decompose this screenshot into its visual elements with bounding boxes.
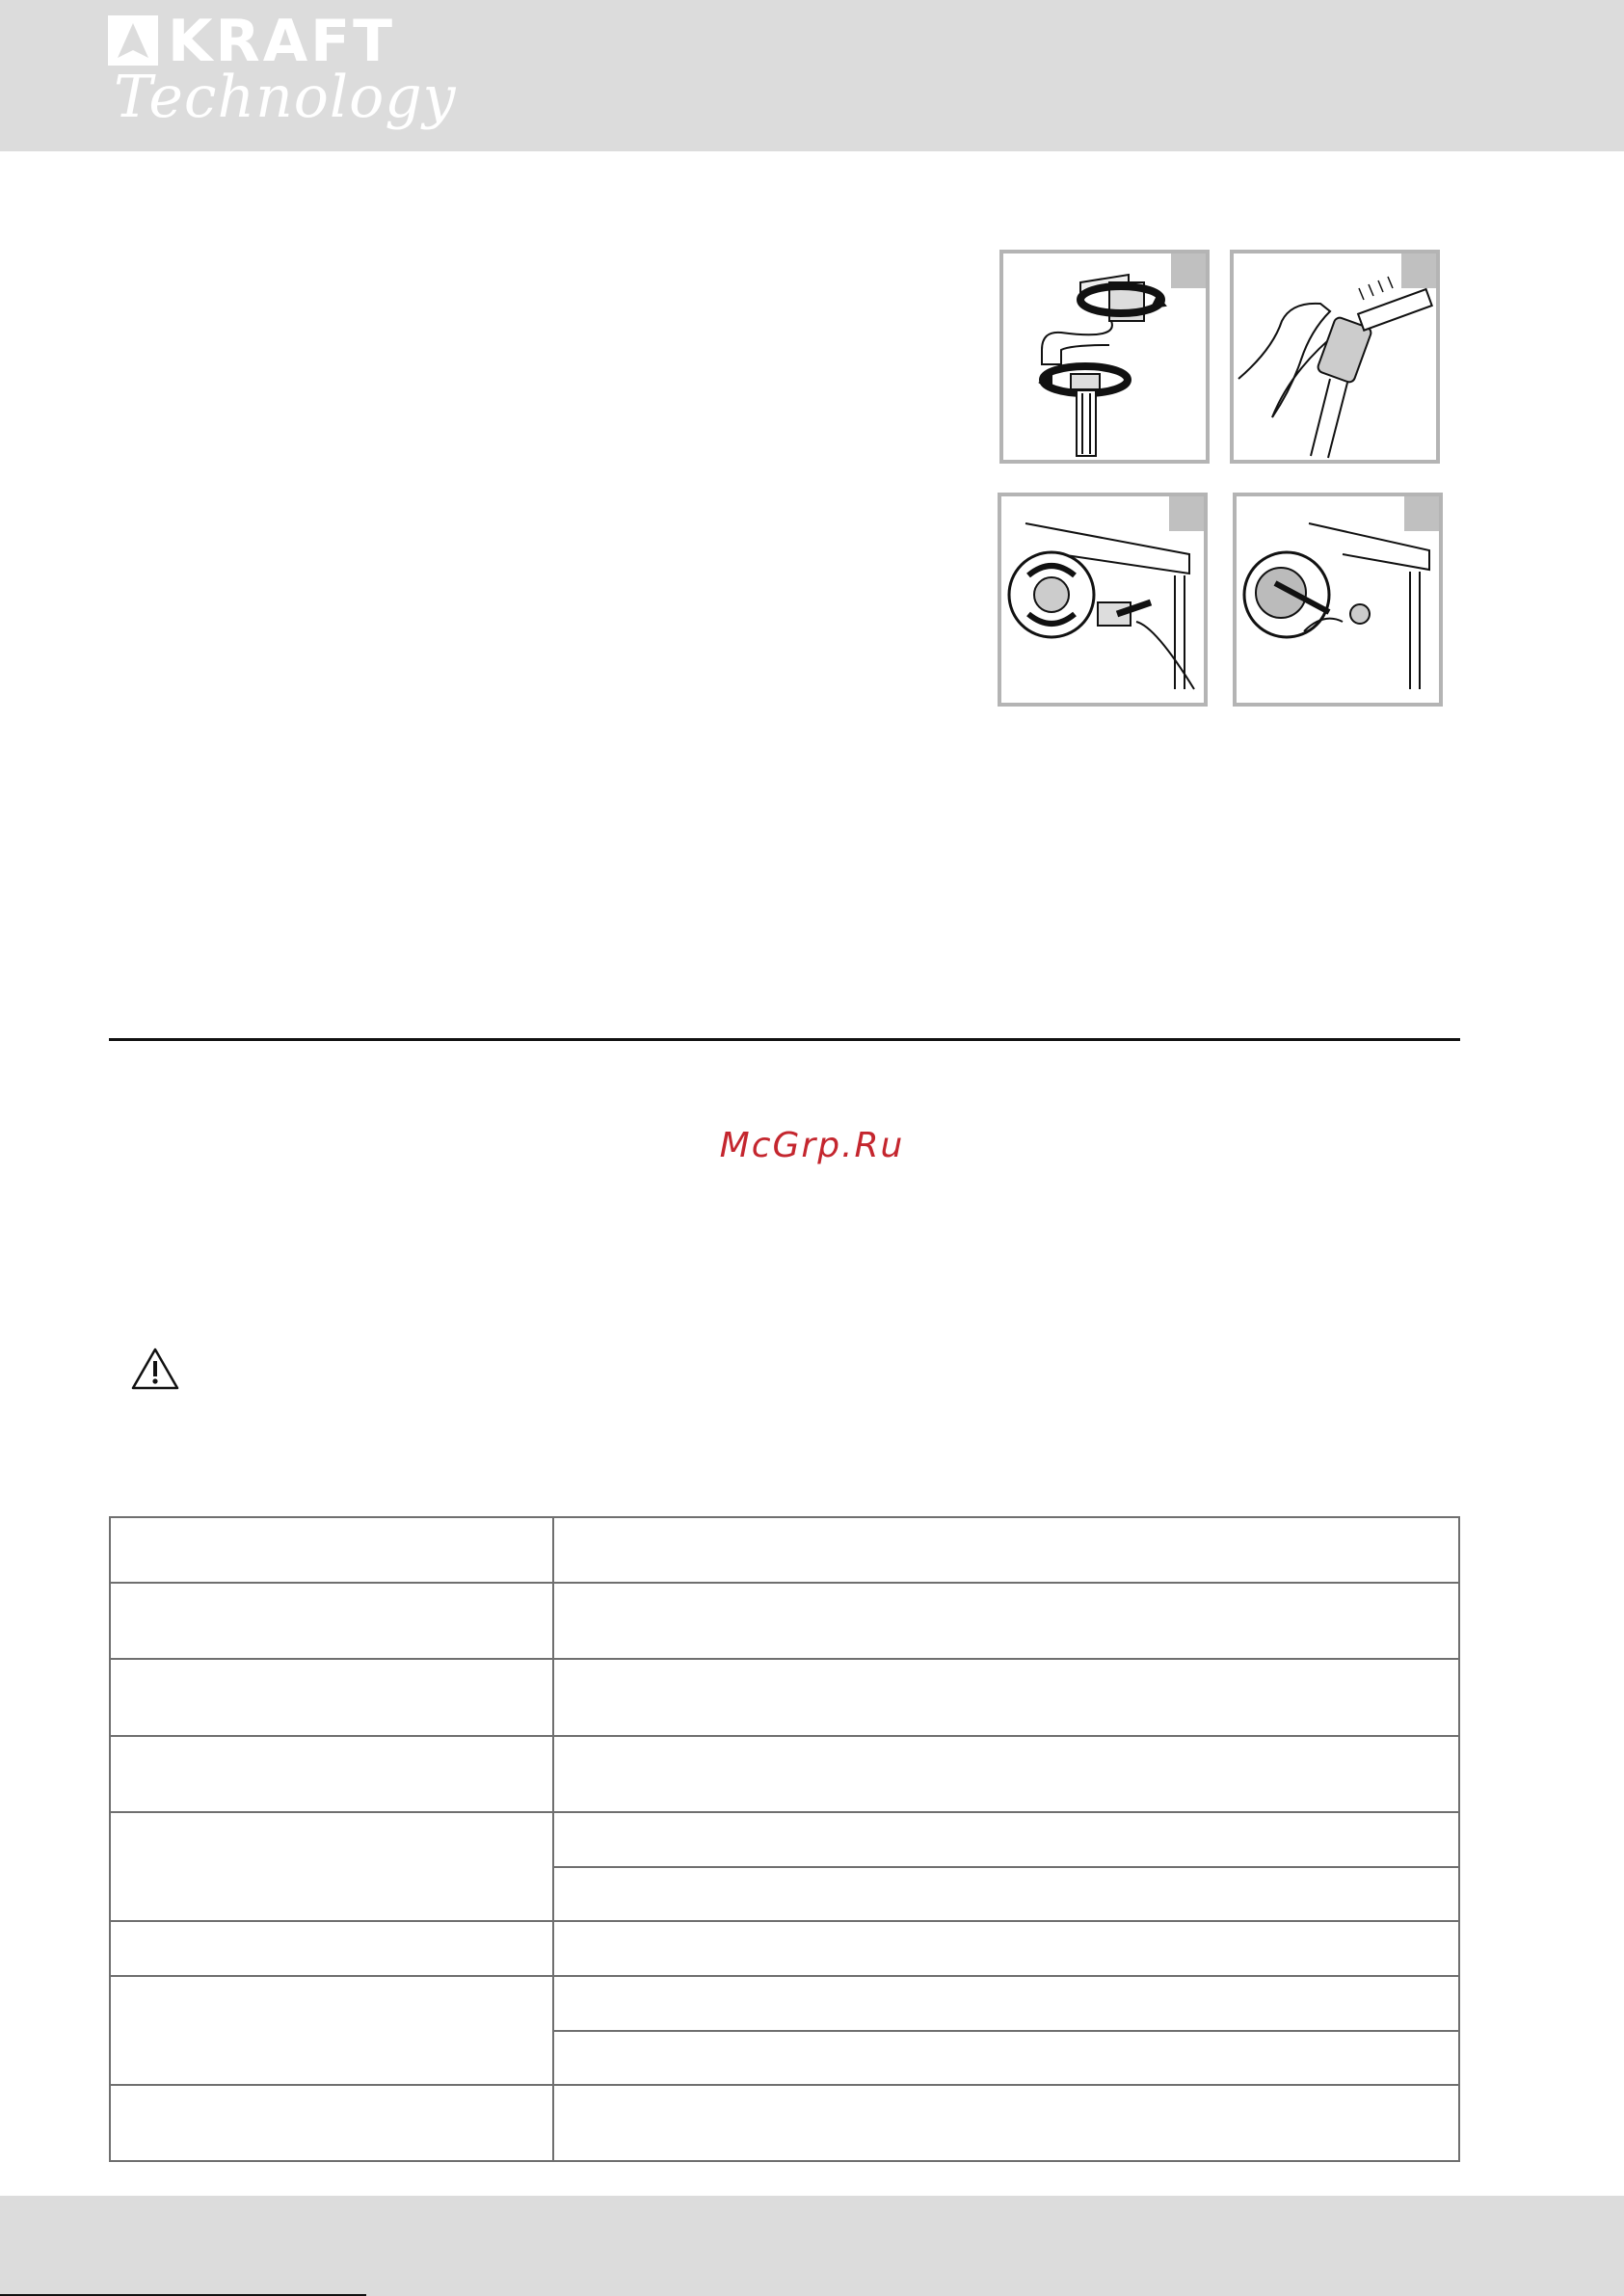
table-cell-label — [110, 1517, 553, 1583]
section-divider — [109, 1038, 1460, 1041]
table-cell-label — [110, 1976, 553, 2085]
page-header — [0, 0, 1624, 151]
table-cell-value — [553, 1812, 1459, 1867]
table-row — [110, 1921, 1459, 1976]
brush-cleaning-icon — [1234, 254, 1444, 467]
table-cell-label — [110, 1812, 553, 1921]
table-cell-label — [110, 1583, 553, 1659]
figure-machine-brush — [1233, 493, 1443, 707]
table-cell-label — [110, 1736, 553, 1812]
table-row — [110, 1659, 1459, 1736]
table-row — [110, 2085, 1459, 2161]
valve-unscrew-icon — [1001, 496, 1211, 710]
logo-script: Technology — [114, 64, 457, 131]
table-cell-value — [553, 1867, 1459, 1921]
table-cell-value — [553, 2085, 1459, 2161]
faucet-filter-icon — [1003, 254, 1213, 467]
table-cell-value — [553, 2031, 1459, 2085]
table-row — [110, 1736, 1459, 1812]
table-cell-label — [110, 1921, 553, 1976]
table-row — [110, 1976, 1459, 2031]
logo-mark-icon — [108, 15, 158, 66]
table-row — [110, 1517, 1459, 1583]
specification-table — [109, 1516, 1460, 2162]
page-footer — [0, 2196, 1624, 2296]
table-cell-label — [110, 1659, 553, 1736]
figure-machine-valve — [998, 493, 1208, 707]
table-cell-value — [553, 1736, 1459, 1812]
table-cell-value — [553, 1921, 1459, 1976]
table-cell-value — [553, 1976, 1459, 2031]
table-cell-label — [110, 2085, 553, 2161]
table-cell-value — [553, 1517, 1459, 1583]
warning-triangle-icon — [130, 1347, 180, 1391]
figure-tap-filter — [999, 250, 1210, 464]
table-row — [110, 1812, 1459, 1867]
logo-wordmark: KRAFT — [168, 8, 396, 75]
table-cell-value — [553, 1583, 1459, 1659]
watermark-text: McGrp.Ru — [719, 1126, 905, 1165]
table-cell-value — [553, 1659, 1459, 1736]
valve-brush-icon — [1237, 496, 1447, 710]
figure-hose-brush — [1230, 250, 1440, 464]
table-row — [110, 1583, 1459, 1659]
kraft-logo — [108, 8, 493, 139]
